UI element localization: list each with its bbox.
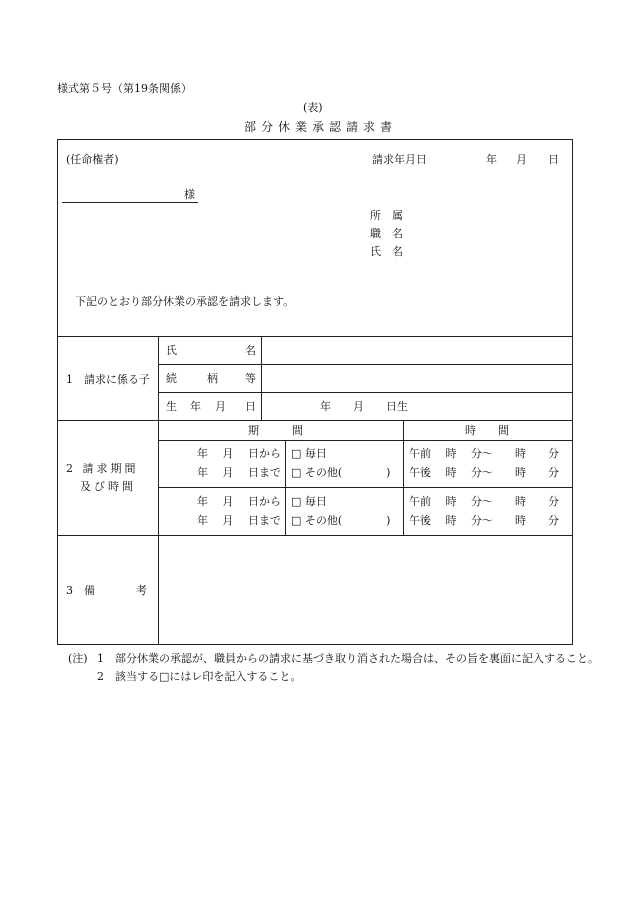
addressee-line[interactable] <box>62 202 198 203</box>
note-1: 1 部分休業の承認が、職員からの請求に基づき取り消された場合は、その旨を裏面に記入すること。 <box>97 652 599 665</box>
entry2-am-time[interactable]: 午前 時 分～ 時 分 <box>409 495 559 508</box>
divider-s1-b <box>158 392 573 393</box>
entry1-daily-checkbox[interactable]: □ 毎日 <box>291 447 327 460</box>
note-2: 2 該当する□にはレ印を記入すること。 <box>97 670 302 683</box>
birth-label-c: 月 <box>215 400 226 413</box>
birth-label-d: 日 <box>245 400 256 413</box>
notes-prefix: (注) <box>68 652 88 665</box>
birth-value: 年 月 日生 <box>320 400 408 413</box>
omote-label: (表) <box>303 101 323 114</box>
section2-label-1: 2 請求期間 <box>66 462 139 475</box>
request-date-label: 請求年月日 <box>372 153 427 166</box>
appointer-label: (任命権者) <box>66 153 119 166</box>
remarks-field[interactable] <box>159 536 572 644</box>
affiliation-label: 所 属 <box>370 209 403 222</box>
divider-s1-a <box>158 364 573 365</box>
entry1-to[interactable]: 年 月 日まで <box>197 466 281 479</box>
entry2-from[interactable]: 年 月 日から <box>197 495 281 508</box>
date-day: 日 <box>548 153 559 166</box>
divider-s2-mid <box>158 487 573 488</box>
entry2-pm-time[interactable]: 午後 時 分～ 時 分 <box>409 514 559 527</box>
form-number: 様式第５号（第19条関係） <box>57 82 192 95</box>
section3-number: 3 <box>66 584 73 597</box>
birth-label-b: 年 <box>190 400 201 413</box>
divider-s1-s2 <box>57 420 573 421</box>
section1-label: 1 請求に係る子 <box>66 373 150 386</box>
entry2-other-checkbox[interactable]: □ その他( ) <box>291 514 391 527</box>
position-label: 職 名 <box>370 227 403 240</box>
child-name-label-a: 氏 <box>166 344 177 357</box>
name-label: 氏 名 <box>370 245 403 258</box>
section3-label-a: 備 <box>84 584 95 597</box>
form-title: 部分休業承認請求書 <box>244 120 398 134</box>
child-name-label-b: 名 <box>245 344 256 357</box>
vline-s2-period <box>285 440 286 535</box>
col-period-header: 期 間 <box>248 424 303 437</box>
date-month: 月 <box>516 153 527 166</box>
entry1-pm-time[interactable]: 午後 時 分～ 時 分 <box>409 466 559 479</box>
divider-s2-header <box>158 440 573 441</box>
sama-label: 様 <box>184 188 195 201</box>
vline-s2-time <box>403 420 404 535</box>
col-time-header: 時 間 <box>465 424 509 437</box>
section3-label-b: 考 <box>136 584 147 597</box>
entry1-am-time[interactable]: 午前 時 分～ 時 分 <box>409 447 559 460</box>
relation-label-b: 柄 <box>207 372 218 385</box>
divider-top <box>57 336 573 337</box>
entry2-daily-checkbox[interactable]: □ 毎日 <box>291 495 327 508</box>
entry1-from[interactable]: 年 月 日から <box>197 447 281 460</box>
entry1-other-checkbox[interactable]: □ その他( ) <box>291 466 391 479</box>
date-year: 年 <box>486 153 497 166</box>
relation-label-a: 続 <box>166 372 177 385</box>
relation-label-c: 等 <box>245 372 256 385</box>
vline-s1-value <box>261 336 262 420</box>
section2-label-2: 及び時間 <box>80 480 136 493</box>
birth-label-a: 生 <box>166 400 177 413</box>
entry2-to[interactable]: 年 月 日まで <box>197 514 281 527</box>
request-text: 下記のとおり部分休業の承認を請求します。 <box>75 295 295 308</box>
